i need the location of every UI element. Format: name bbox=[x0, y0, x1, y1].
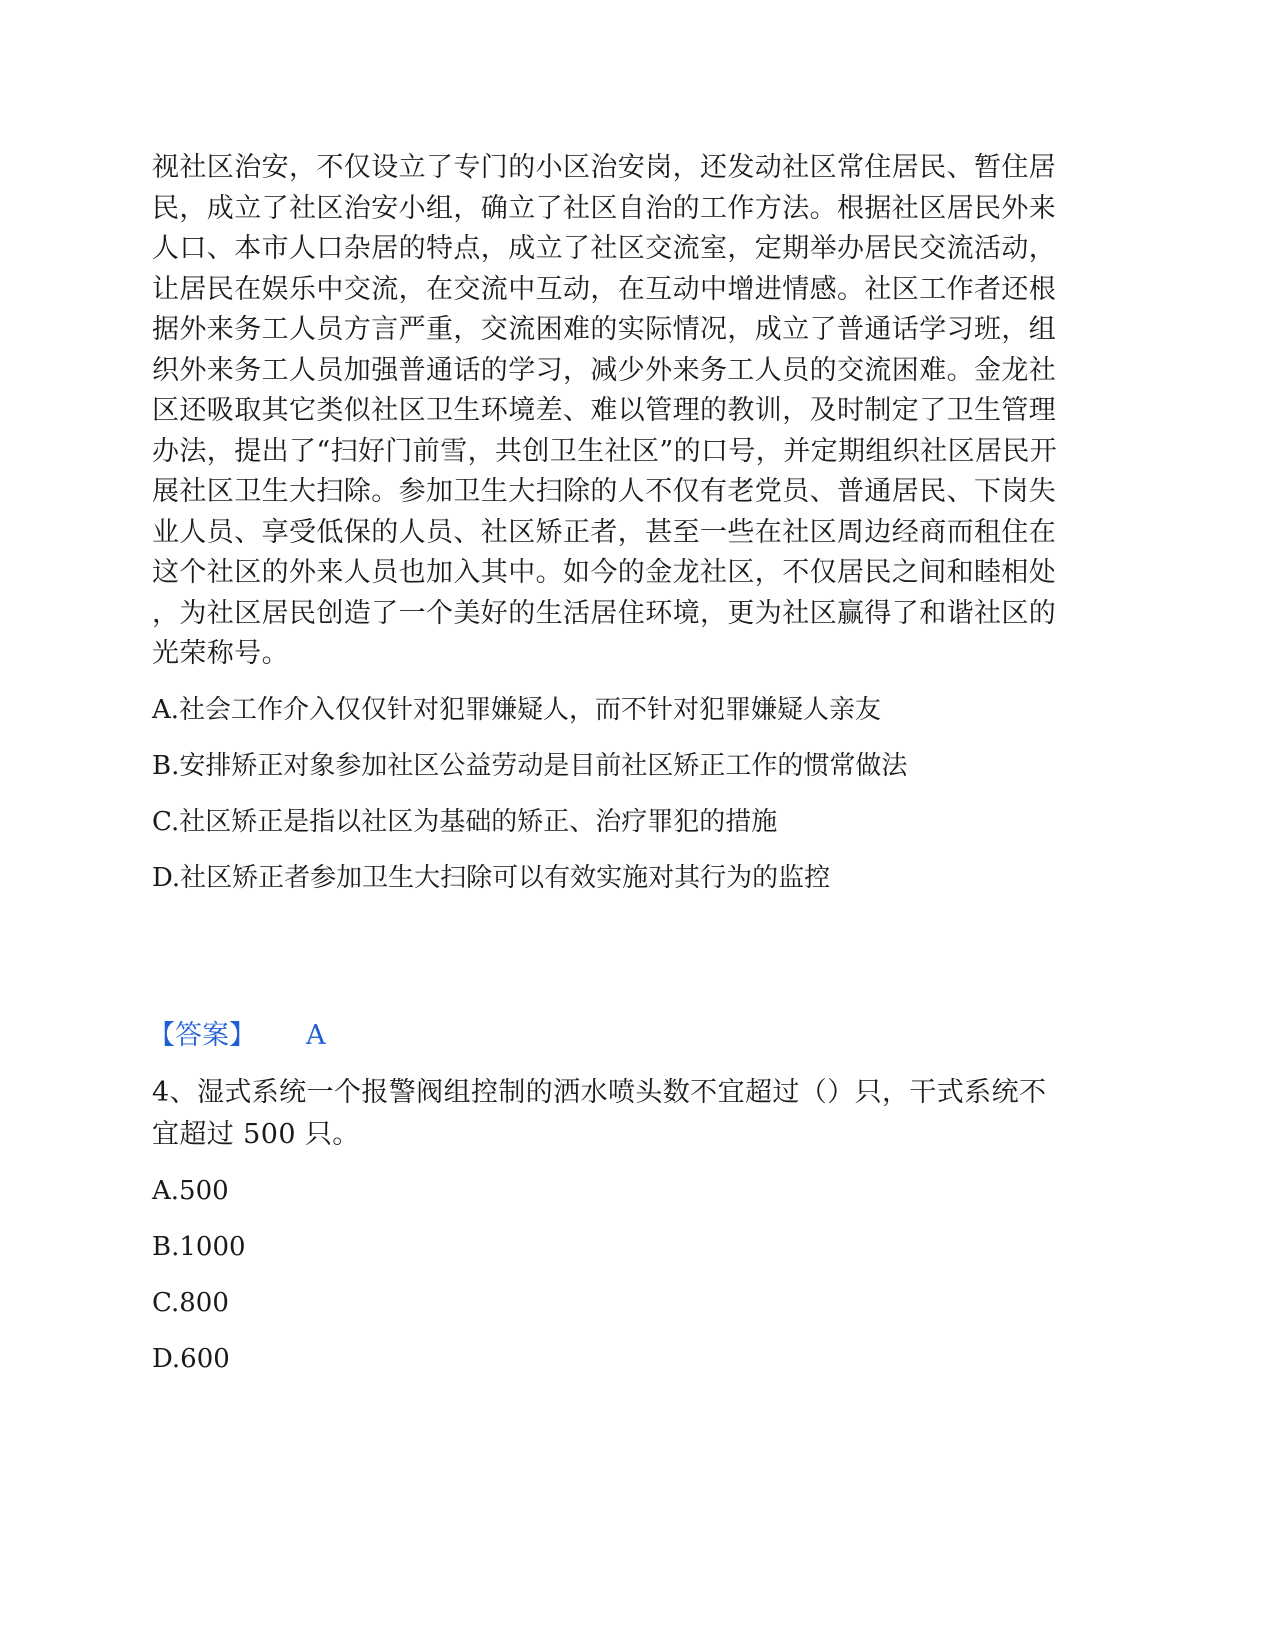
q3-option-b: B.安排矫正对象参加社区公益劳动是目前社区矫正工作的惯常做法 bbox=[152, 751, 908, 781]
answer-value: A bbox=[306, 1020, 326, 1051]
passage-line: 展社区卫生大扫除。参加卫生大扫除的人不仅有老党员、普通居民、下岗失 bbox=[152, 476, 1057, 507]
passage-line: 民，成立了社区治安小组，确立了社区自治的工作方法。根据社区居民外来 bbox=[152, 192, 1057, 224]
q3-option-d: D.社区矫正者参加卫生大扫除可以有效实施对其行为的监控 bbox=[152, 863, 831, 893]
question-4-line: 4、湿式系统一个报警阀组控制的洒水喷头数不宜超过（）只，干式系统不 bbox=[152, 1077, 1047, 1108]
passage-line: 业人员、享受低保的人员、社区矫正者，甚至一些在社区周边经商而租住在 bbox=[152, 516, 1057, 548]
question-4-stem bbox=[152, 1072, 1112, 1156]
q4-option-b: B.1000 bbox=[152, 1232, 246, 1262]
passage-line: 人口、本市人口杂居的特点，成立了社区交流室，定期举办居民交流活动， bbox=[152, 233, 1057, 264]
q3-option-c: C.社区矫正是指以社区为基础的矫正、治疗罪犯的措施 bbox=[152, 807, 778, 837]
passage-line: ，为社区居民创造了一个美好的生活居住环境，更为社区赢得了和谐社区的 bbox=[152, 597, 1057, 629]
q4-option-c: C.800 bbox=[152, 1288, 229, 1318]
q4-option-a: A.500 bbox=[152, 1176, 229, 1206]
question-3-passage bbox=[152, 148, 1112, 675]
passage-line: 光荣称号。 bbox=[152, 638, 289, 669]
passage-line: 据外来务工人员方言严重，交流困难的实际情况，成立了普通话学习班，组 bbox=[152, 314, 1057, 345]
passage-line: 让居民在娱乐中交流，在交流中互动，在互动中增进情感。社区工作者还根 bbox=[152, 273, 1057, 305]
passage-line: 区还吸取其它类似社区卫生环境差、难以管理的教训，及时制定了卫生管理 bbox=[152, 395, 1057, 426]
q4-option-d: D.600 bbox=[152, 1344, 230, 1374]
question-4-line: 宜超过 500 只。 bbox=[152, 1119, 360, 1150]
answer-row bbox=[148, 1018, 326, 1054]
passage-line: 这个社区的外来人员也加入其中。如今的金龙社区，不仅居民之间和睦相处 bbox=[152, 557, 1057, 588]
q3-option-a: A.社会工作介入仅仅针对犯罪嫌疑人，而不针对犯罪嫌疑人亲友 bbox=[152, 695, 882, 725]
passage-line: 办法，提出了“扫好门前雪，共创卫生社区”的口号，并定期组织社区居民开 bbox=[152, 435, 1058, 467]
answer-label: 【答案】 bbox=[148, 1020, 256, 1051]
passage-line: 织外来务工人员加强普通话的学习，减少外来务工人员的交流困难。金龙社 bbox=[152, 354, 1057, 386]
passage-line: 视社区治安，不仅设立了专门的小区治安岗，还发动社区常住居民、暂住居 bbox=[152, 152, 1057, 183]
